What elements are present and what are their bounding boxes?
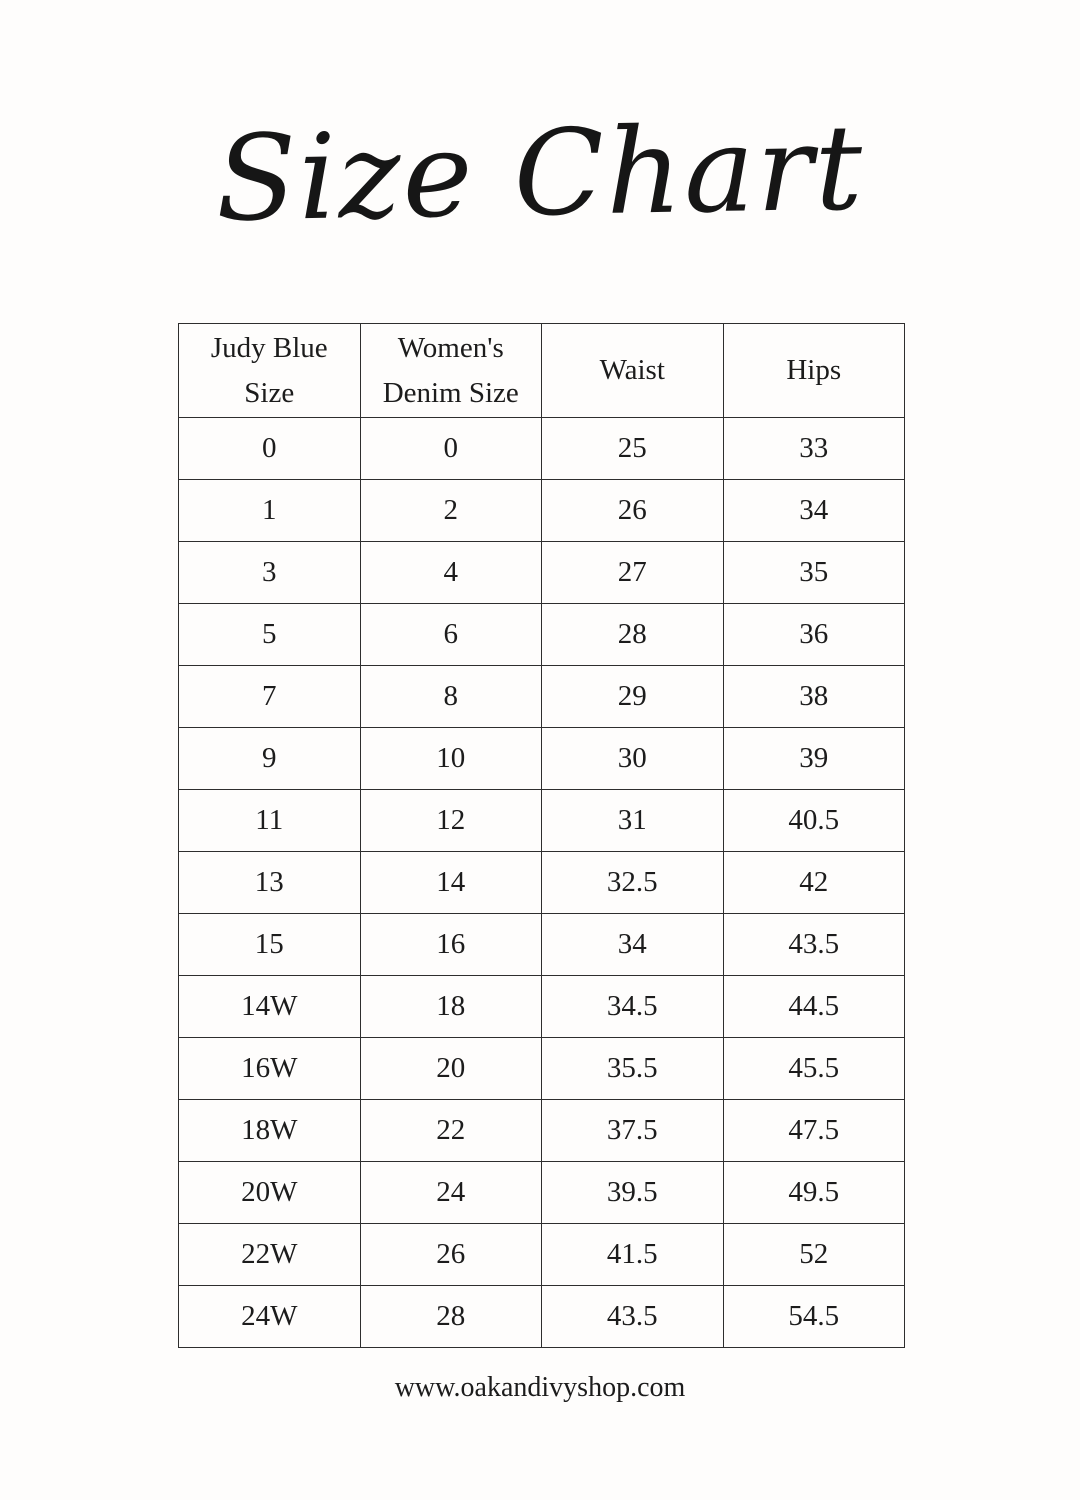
table-cell: 9: [179, 728, 361, 790]
table-cell: 3: [179, 542, 361, 604]
table-row: [179, 480, 905, 542]
table-row: [179, 728, 905, 790]
table-cell: 41.5: [542, 1224, 724, 1286]
column-header-judy-blue-size: Judy Blue Size: [179, 324, 361, 418]
table-cell: 1: [179, 480, 361, 542]
table-cell: 6: [360, 604, 542, 666]
table-cell: 35.5: [542, 1038, 724, 1100]
table-cell: 37.5: [542, 1100, 724, 1162]
table-cell: 28: [360, 1286, 542, 1348]
table-cell: 26: [360, 1224, 542, 1286]
table-cell: 31: [542, 790, 724, 852]
table-cell: 20: [360, 1038, 542, 1100]
table-row: [179, 790, 905, 852]
table-cell: 14W: [179, 976, 361, 1038]
table-cell: 14: [360, 852, 542, 914]
table-cell: 24: [360, 1162, 542, 1224]
table-cell: 42: [723, 852, 905, 914]
table-cell: 24W: [179, 1286, 361, 1348]
table-row: [179, 1162, 905, 1224]
table-cell: 30: [542, 728, 724, 790]
table-cell: 28: [542, 604, 724, 666]
table-cell: 44.5: [723, 976, 905, 1038]
table-cell: 22: [360, 1100, 542, 1162]
table-cell: 4: [360, 542, 542, 604]
page-title: Size Chart: [214, 98, 866, 248]
table-row: [179, 1100, 905, 1162]
table-cell: 39: [723, 728, 905, 790]
table-row: [179, 542, 905, 604]
table-cell: 8: [360, 666, 542, 728]
table-cell: 34: [542, 914, 724, 976]
table-header: [179, 324, 905, 418]
table-cell: 7: [179, 666, 361, 728]
table-cell: 0: [360, 418, 542, 480]
table-cell: 27: [542, 542, 724, 604]
table-cell: 34: [723, 480, 905, 542]
table-cell: 39.5: [542, 1162, 724, 1224]
table-cell: 52: [723, 1224, 905, 1286]
table-cell: 36: [723, 604, 905, 666]
table-cell: 15: [179, 914, 361, 976]
table-row: [179, 604, 905, 666]
table-cell: 5: [179, 604, 361, 666]
table-cell: 22W: [179, 1224, 361, 1286]
table-cell: 13: [179, 852, 361, 914]
table-cell: 29: [542, 666, 724, 728]
table-cell: 18W: [179, 1100, 361, 1162]
table-row: [179, 1038, 905, 1100]
table-cell: 11: [179, 790, 361, 852]
table-row: [179, 914, 905, 976]
table-cell: 45.5: [723, 1038, 905, 1100]
table-cell: 40.5: [723, 790, 905, 852]
table-cell: 16W: [179, 1038, 361, 1100]
table-cell: 49.5: [723, 1162, 905, 1224]
table-cell: 20W: [179, 1162, 361, 1224]
table-cell: 34.5: [542, 976, 724, 1038]
website-url: www.oakandivyshop.com: [394, 1372, 686, 1403]
table-row: [179, 976, 905, 1038]
table-cell: 43.5: [723, 914, 905, 976]
size-table-body: [179, 418, 905, 1348]
table-cell: 16: [360, 914, 542, 976]
table-cell: 0: [179, 418, 361, 480]
table-cell: 54.5: [723, 1286, 905, 1348]
table-row: [179, 418, 905, 480]
table-cell: 32.5: [542, 852, 724, 914]
table-cell: 25: [542, 418, 724, 480]
table-cell: 33: [723, 418, 905, 480]
header-row: [179, 324, 905, 418]
table-cell: 35: [723, 542, 905, 604]
table-row: [179, 1224, 905, 1286]
table-cell: 18: [360, 976, 542, 1038]
table-cell: 47.5: [723, 1100, 905, 1162]
table-cell: 2: [360, 480, 542, 542]
size-chart-table: [178, 323, 905, 1348]
table-cell: 10: [360, 728, 542, 790]
table-cell: 38: [723, 666, 905, 728]
column-header-waist: Waist: [542, 324, 724, 418]
table-row: [179, 666, 905, 728]
table-cell: 12: [360, 790, 542, 852]
column-header-hips: Hips: [723, 324, 905, 418]
table-row: [179, 1286, 905, 1348]
table-cell: 43.5: [542, 1286, 724, 1348]
column-header-womens-denim-size: Women's Denim Size: [360, 324, 542, 418]
table-row: [179, 852, 905, 914]
table-cell: 26: [542, 480, 724, 542]
